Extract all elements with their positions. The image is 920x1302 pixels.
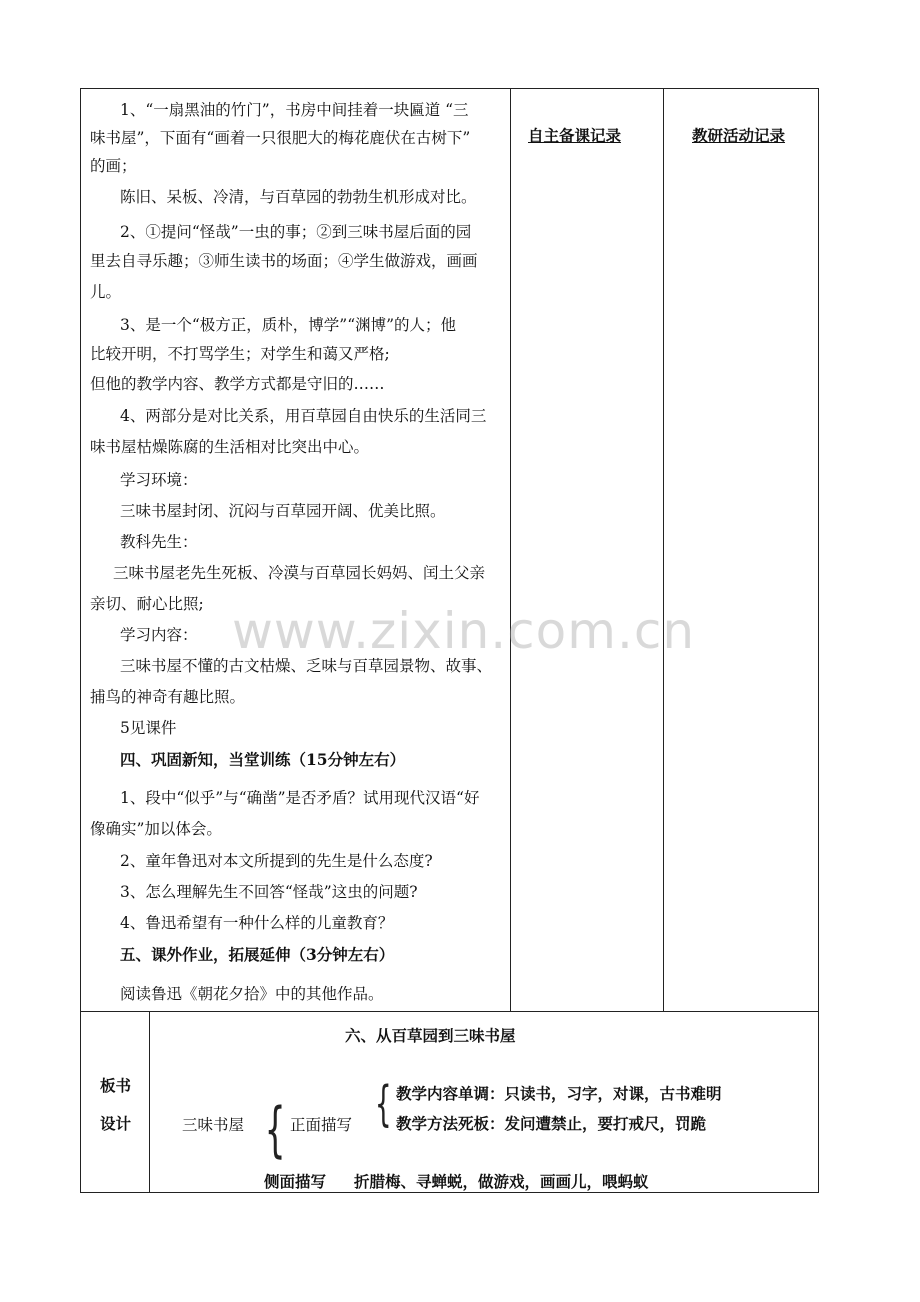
content-line: 儿。 bbox=[90, 283, 122, 301]
content-line: 1、“一扇黑油的竹门”，书房中间挂着一块匾道 “三 bbox=[120, 101, 469, 119]
board-label-bottom: 设计 bbox=[100, 1114, 132, 1133]
content-line: 陈旧、呆板、冷清，与百草园的勃勃生机形成对比。 bbox=[120, 188, 477, 206]
self-prep-header: 自主备课记录 bbox=[528, 126, 622, 145]
content-line: 味书屋枯燥陈腐的生活相对比突出中心。 bbox=[90, 438, 370, 456]
column-divider-1 bbox=[510, 88, 511, 1012]
content-line: 但他的教学内容、教学方式都是守旧的…… bbox=[90, 375, 385, 393]
column-divider-2 bbox=[663, 88, 664, 1012]
board-method-line: 教学方法死板：发问遭禁止，要打戒尺，罚跪 bbox=[396, 1114, 707, 1133]
content-line: 亲切、耐心比照; bbox=[90, 595, 204, 613]
content-line: 学习环境： bbox=[120, 471, 198, 489]
table-border-right bbox=[818, 88, 819, 1193]
content-line: 4、两部分是对比关系，用百草园自由快乐的生活同三 bbox=[120, 407, 487, 425]
table-border-top bbox=[80, 88, 819, 89]
content-line: 三味书屋封闭、沉闷与百草园开阔、优美比照。 bbox=[120, 502, 446, 520]
content-line: 像确实”加以体会。 bbox=[90, 820, 222, 838]
content-line: 5见课件 bbox=[120, 719, 177, 737]
section-heading: 四、巩固新知，当堂训练（15分钟左右） bbox=[120, 750, 406, 769]
content-line: 的画； bbox=[90, 157, 137, 175]
watermark: www.zixin.com.cn bbox=[232, 602, 696, 660]
content-line: 4、鲁迅希望有一种什么样的儿童教育？ bbox=[120, 914, 394, 932]
board-front: 正面描写 bbox=[290, 1116, 353, 1134]
board-side-detail: 折腊梅、寻蝉蜕，做游戏，画画儿，喂蚂蚁 bbox=[354, 1172, 649, 1191]
table-border-left bbox=[80, 88, 81, 1193]
content-line: 捕鸟的神奇有趣比照。 bbox=[90, 688, 246, 706]
small-brace-icon: { bbox=[374, 1076, 392, 1132]
content-line: 3、是一个“极方正，质朴，博学”“渊博”的人；他 bbox=[120, 316, 457, 334]
content-line: 教科先生： bbox=[120, 533, 198, 551]
research-header: 教研活动记录 bbox=[692, 126, 786, 145]
content-line: 三味书屋老先生死板、冷漠与百草园长妈妈、闰土父亲 bbox=[113, 564, 486, 582]
content-line: 味书屋”，下面有“画着一只很肥大的梅花鹿伏在古树下” bbox=[90, 129, 471, 147]
table-border-bottom bbox=[80, 1192, 819, 1193]
content-line: 阅读鲁迅《朝花夕拾》中的其他作品。 bbox=[120, 985, 384, 1003]
board-content-line: 教学内容单调：只读书，习字，对课，古书难明 bbox=[396, 1084, 722, 1103]
board-label-top: 板书 bbox=[100, 1076, 132, 1095]
content-line: 学习内容： bbox=[120, 626, 198, 644]
content-line: 2、童年鲁迅对本文所提到的先生是什么态度? bbox=[120, 852, 433, 870]
content-line: 里去自寻乐趣；③师生读书的场面；④学生做游戏，画画 bbox=[90, 252, 478, 270]
board-root: 三味书屋 bbox=[182, 1116, 245, 1134]
row-divider bbox=[80, 1011, 819, 1012]
section-heading: 五、课外作业，拓展延伸（3分钟左右） bbox=[120, 945, 395, 964]
content-line: 三味书屋不懂的古文枯燥、乏味与百草园景物、故事、 bbox=[120, 657, 493, 675]
left-brace-icon: { bbox=[264, 1095, 286, 1165]
board-label-divider bbox=[149, 1011, 150, 1193]
content-line: 1、段中“似乎”与“确凿”是否矛盾？试用现代汉语“好 bbox=[120, 789, 480, 807]
content-line: 比较开明，不打骂学生；对学生和蔼又严格; bbox=[90, 345, 390, 363]
content-line: 3、怎么理解先生不回答“怪哉”这虫的问题? bbox=[120, 883, 418, 901]
content-line: 2、①提问“怪哉”一虫的事；②到三味书屋后面的园 bbox=[120, 223, 472, 241]
board-side: 侧面描写 bbox=[264, 1172, 327, 1191]
board-title: 六、从百草园到三味书屋 bbox=[345, 1026, 516, 1045]
